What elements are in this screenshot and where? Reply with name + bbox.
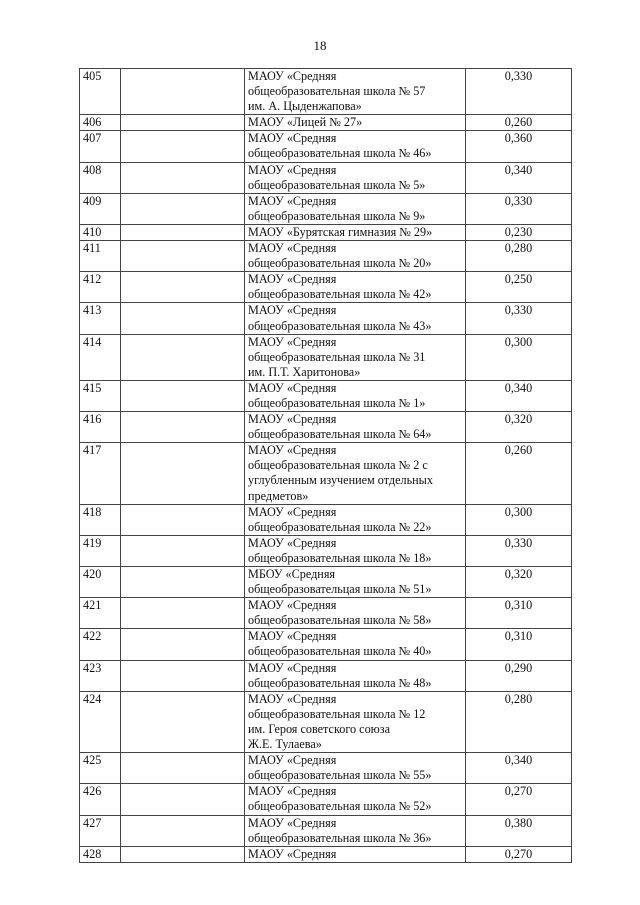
coefficient-value: 0,340 (466, 162, 572, 193)
school-name-line: общеобразовательная школа № 64» (248, 427, 432, 442)
table-row (80, 303, 572, 334)
empty-cell (121, 334, 245, 380)
school-name-line: общеобразовательная школа № 1» (248, 395, 426, 410)
row-number: 421 (80, 598, 121, 629)
school-name-line: общеобразовательная школа № 9» (248, 208, 426, 223)
school-name-line: МАОУ «Средняя (248, 412, 337, 427)
table-row (80, 69, 572, 115)
table-row (80, 691, 572, 752)
school-name-line: МАОУ «Средняя (248, 131, 337, 146)
table-row (80, 535, 572, 566)
row-number: 406 (80, 115, 121, 131)
school-name (245, 303, 466, 334)
school-name (245, 193, 466, 224)
empty-cell (121, 224, 245, 240)
table-row (80, 380, 572, 411)
school-name-line: общеобразовательная школа № 42» (248, 287, 432, 302)
empty-cell (121, 660, 245, 691)
empty-cell (121, 629, 245, 660)
empty-cell (121, 412, 245, 443)
school-name-line: общеобразовательная школа № 36» (248, 830, 432, 845)
school-name-line: общеобразовательная школа № 18» (248, 550, 432, 565)
coefficient-value: 0,300 (466, 504, 572, 535)
school-name-line: МАОУ «Средняя (248, 691, 337, 706)
row-number: 427 (80, 815, 121, 846)
school-name (245, 535, 466, 566)
school-name (245, 162, 466, 193)
row-number: 410 (80, 224, 121, 240)
empty-cell (121, 598, 245, 629)
school-name-line: углубленным изучением отдельных (248, 473, 433, 488)
school-name (245, 443, 466, 504)
table-row (80, 224, 572, 240)
row-number: 412 (80, 272, 121, 303)
empty-cell (121, 443, 245, 504)
school-name (245, 224, 466, 240)
table-row (80, 241, 572, 272)
coefficient-value: 0,330 (466, 303, 572, 334)
schools-table (79, 68, 572, 863)
row-number: 424 (80, 691, 121, 752)
table-row (80, 162, 572, 193)
coefficient-value: 0,230 (466, 224, 572, 240)
school-name-line: общеобразовательная школа № 2 с (248, 458, 428, 473)
row-number: 413 (80, 303, 121, 334)
school-name-line: МАОУ «Средняя (248, 272, 337, 287)
row-number: 423 (80, 660, 121, 691)
coefficient-value: 0,320 (466, 567, 572, 598)
row-number: 409 (80, 193, 121, 224)
coefficient-value: 0,300 (466, 334, 572, 380)
school-name (245, 412, 466, 443)
page-number: 18 (313, 38, 327, 53)
empty-cell (121, 691, 245, 752)
school-name-line: общеобразовательная школа № 12 (248, 706, 426, 721)
school-name (245, 380, 466, 411)
row-number: 419 (80, 535, 121, 566)
school-name (245, 660, 466, 691)
coefficient-value: 0,330 (466, 535, 572, 566)
school-name-line: МАОУ «Средняя (248, 443, 337, 458)
school-name-line: МАОУ «Средняя (248, 815, 337, 830)
row-number: 414 (80, 334, 121, 380)
school-name-line: МАОУ «Средняя (248, 846, 337, 861)
table-row (80, 753, 572, 784)
row-number: 416 (80, 412, 121, 443)
coefficient-value: 0,250 (466, 272, 572, 303)
table-row (80, 131, 572, 162)
school-name-line: МАОУ «Средняя (248, 162, 337, 177)
row-number: 428 (80, 846, 121, 862)
coefficient-value: 0,330 (466, 193, 572, 224)
school-name (245, 753, 466, 784)
school-name-line: МАОУ «Средняя (248, 303, 337, 318)
table-row (80, 598, 572, 629)
school-name-line: МАОУ «Средняя (248, 380, 337, 395)
school-name-line: общеобразовательная школа № 20» (248, 256, 432, 271)
coefficient-value: 0,380 (466, 815, 572, 846)
school-name-line: МАОУ «Средняя (248, 241, 337, 256)
school-name-line: общеобразовательная школа № 48» (248, 675, 432, 690)
empty-cell (121, 162, 245, 193)
coefficient-value: 0,310 (466, 598, 572, 629)
row-number: 407 (80, 131, 121, 162)
school-name (245, 69, 466, 115)
school-name (245, 815, 466, 846)
school-name-line: общеобразовательцая школа № 51» (248, 582, 432, 597)
school-name-line: МАОУ «Средняя (248, 69, 337, 83)
coefficient-value: 0,340 (466, 380, 572, 411)
school-name-line: МБОУ «Средняя (248, 567, 336, 581)
table-row (80, 412, 572, 443)
table-row (80, 567, 572, 598)
school-name-line: общеобразовательная школа № 55» (248, 768, 432, 783)
school-name-line: МАОУ «Средняя (248, 193, 337, 208)
school-name-line: общеобразовательная школа № 31 (248, 349, 426, 364)
table-row (80, 815, 572, 846)
school-name (245, 272, 466, 303)
school-name-line: Ж.Е. Тулаева» (248, 737, 322, 752)
school-name (245, 131, 466, 162)
table-row (80, 193, 572, 224)
school-name-line: общеобразовательная школа № 58» (248, 613, 432, 628)
school-name (245, 598, 466, 629)
coefficient-value: 0,270 (466, 784, 572, 815)
school-name-line: общеобразовательная школа № 52» (248, 799, 432, 814)
school-name (245, 784, 466, 815)
school-name-line: им. Героя советского союза (248, 721, 391, 736)
school-name (245, 629, 466, 660)
coefficient-value: 0,280 (466, 691, 572, 752)
row-number: 417 (80, 443, 121, 504)
school-name-line: МАОУ «Средняя (248, 504, 337, 519)
empty-cell (121, 131, 245, 162)
empty-cell (121, 846, 245, 862)
row-number: 415 (80, 380, 121, 411)
school-name-line: МАОУ «Средняя (248, 753, 337, 768)
row-number: 422 (80, 629, 121, 660)
coefficient-value: 0,290 (466, 660, 572, 691)
table-row (80, 115, 572, 131)
table-body (80, 69, 572, 863)
coefficient-value: 0,270 (466, 846, 572, 862)
empty-cell (121, 241, 245, 272)
school-name-line: общеобразовательная школа № 22» (248, 519, 432, 534)
school-name-line: МАОУ «Средняя (248, 660, 337, 675)
empty-cell (121, 504, 245, 535)
school-name-line: общеобразовательная школа № 40» (248, 644, 432, 659)
coefficient-value: 0,330 (466, 69, 572, 115)
school-name-line: МАОУ «Бурятская гимназия № 29» (248, 224, 433, 239)
school-name-line: предметов» (248, 488, 309, 503)
row-number: 418 (80, 504, 121, 535)
coefficient-value: 0,310 (466, 629, 572, 660)
school-name-line: им. А. Цыденжапова» (248, 99, 362, 114)
school-name-line: МАОУ «Средняя (248, 784, 337, 799)
table-row (80, 629, 572, 660)
table-row (80, 272, 572, 303)
empty-cell (121, 115, 245, 131)
school-name-line: МАОУ «Средняя (248, 629, 337, 644)
table-row (80, 784, 572, 815)
school-name-line: МАОУ «Средняя (248, 535, 337, 550)
table-row (80, 443, 572, 504)
school-name-line: МАОУ «Лицей № 27» (248, 115, 363, 130)
table-row (80, 334, 572, 380)
row-number: 420 (80, 567, 121, 598)
empty-cell (121, 272, 245, 303)
empty-cell (121, 69, 245, 115)
coefficient-value: 0,260 (466, 443, 572, 504)
school-name (245, 115, 466, 131)
empty-cell (121, 784, 245, 815)
school-name-line: им. П.Т. Харитонова» (248, 364, 361, 379)
school-name (245, 334, 466, 380)
school-name (245, 241, 466, 272)
row-number: 405 (80, 69, 121, 115)
row-number: 411 (80, 241, 121, 272)
school-name-line: общеобразовательная школа № 57 (248, 84, 426, 99)
empty-cell (121, 193, 245, 224)
school-name-line: общеобразовательная школа № 5» (248, 177, 426, 192)
row-number: 426 (80, 784, 121, 815)
row-number: 408 (80, 162, 121, 193)
school-name-line: общеобразовательная школа № 46» (248, 146, 432, 161)
coefficient-value: 0,360 (466, 131, 572, 162)
school-name (245, 846, 466, 862)
empty-cell (121, 753, 245, 784)
empty-cell (121, 303, 245, 334)
coefficient-value: 0,320 (466, 412, 572, 443)
table-row (80, 660, 572, 691)
empty-cell (121, 380, 245, 411)
coefficient-value: 0,340 (466, 753, 572, 784)
table-row (80, 504, 572, 535)
coefficient-value: 0,260 (466, 115, 572, 131)
empty-cell (121, 815, 245, 846)
school-name (245, 691, 466, 752)
table-row (80, 846, 572, 862)
school-name-line: МАОУ «Средняя (248, 598, 337, 613)
school-name-line: МАОУ «Средняя (248, 334, 337, 349)
row-number: 425 (80, 753, 121, 784)
school-name (245, 567, 466, 598)
school-name-line: общеобразовательная школа № 43» (248, 318, 432, 333)
school-name (245, 504, 466, 535)
empty-cell (121, 535, 245, 566)
empty-cell (121, 567, 245, 598)
coefficient-value: 0,280 (466, 241, 572, 272)
